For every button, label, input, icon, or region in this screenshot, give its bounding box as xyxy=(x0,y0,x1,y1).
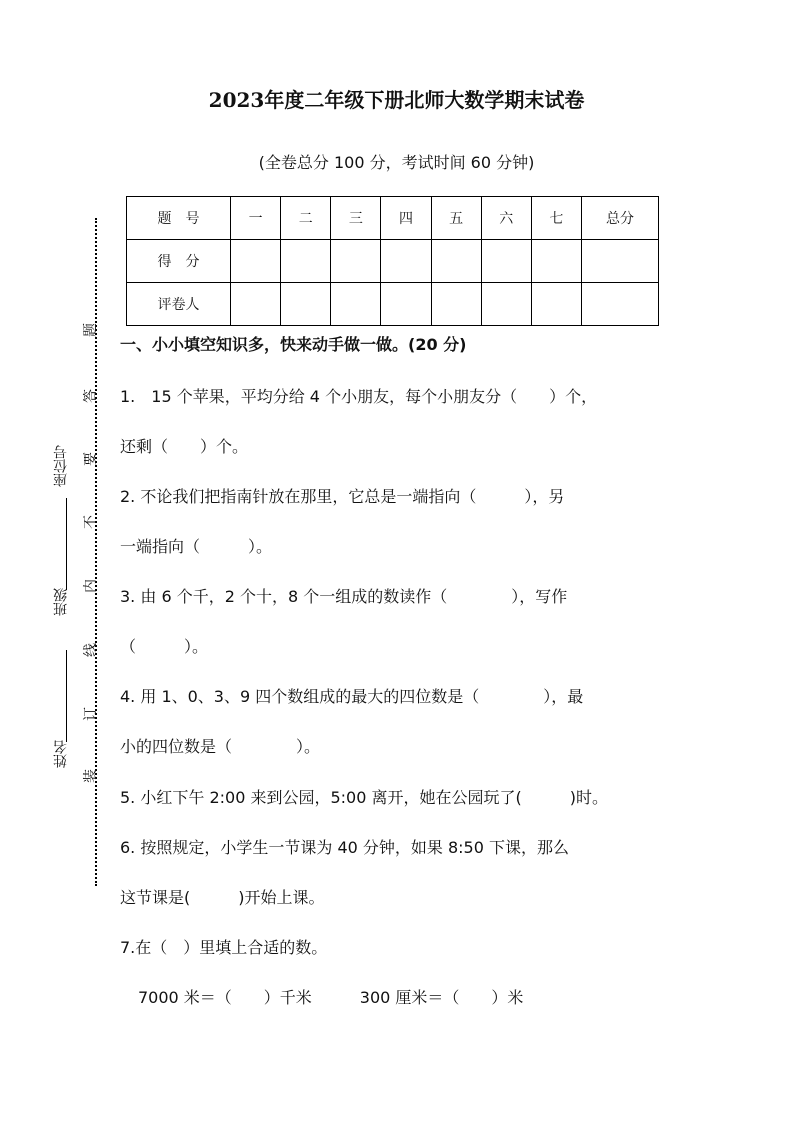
binding-char: 装 xyxy=(83,769,99,783)
grader-cell[interactable] xyxy=(531,283,581,326)
header-cell: 七 xyxy=(531,197,581,240)
grader-cell[interactable] xyxy=(231,283,281,326)
binding-char: 要 xyxy=(83,452,99,466)
class-label: 班级 xyxy=(53,588,69,616)
header-cell: 四 xyxy=(381,197,431,240)
binding-char: 题 xyxy=(83,323,99,337)
section-title: 一、小小填空知识多，快来动手做一做。(20 分) xyxy=(120,335,467,354)
question-line: 6. 按照规定，小学生一节课为 40 分钟，如果 8:50 下课，那么 xyxy=(120,838,569,857)
header-cell: 题 号 xyxy=(127,197,231,240)
score-cell[interactable] xyxy=(331,240,381,283)
header-cell: 一 xyxy=(231,197,281,240)
score-row xyxy=(127,240,659,283)
score-cell[interactable] xyxy=(531,240,581,283)
binding-dotted-line xyxy=(95,218,97,886)
grader-row xyxy=(127,283,659,326)
score-table xyxy=(126,196,659,326)
exam-info: (全卷总分 100 分，考试时间 60 分钟) xyxy=(258,153,535,172)
row-label-grader: 评卷人 xyxy=(127,283,231,326)
seat-blank[interactable] xyxy=(66,498,67,590)
grader-cell[interactable] xyxy=(582,283,659,326)
grader-cell[interactable] xyxy=(381,283,431,326)
header-cell: 六 xyxy=(481,197,531,240)
header-cell: 五 xyxy=(431,197,481,240)
grader-cell[interactable] xyxy=(281,283,331,326)
score-cell[interactable] xyxy=(281,240,331,283)
row-label-score: 得 分 xyxy=(127,240,231,283)
header-cell: 三 xyxy=(331,197,381,240)
score-cell[interactable] xyxy=(481,240,531,283)
question-line: 2. 不论我们把指南针放在那里，它总是一端指向（ ），另 xyxy=(120,487,565,506)
question-line: 7.在（ ）里填上合适的数。 xyxy=(120,938,328,957)
name-label: 姓名 xyxy=(53,740,69,768)
question-line: 还剩（ ）个。 xyxy=(120,437,249,456)
score-table-header-row xyxy=(127,197,659,240)
grader-cell[interactable] xyxy=(331,283,381,326)
binding-char: 订 xyxy=(83,707,99,721)
grader-cell[interactable] xyxy=(431,283,481,326)
question-line: （ ）。 xyxy=(120,637,209,656)
question-line: 1. 15 个苹果，平均分给 4 个小朋友，每个小朋友分（ ）个， xyxy=(120,387,598,406)
class-blank[interactable] xyxy=(66,650,67,742)
score-cell[interactable] xyxy=(582,240,659,283)
question-line: 小的四位数是（ ）。 xyxy=(120,737,321,756)
unit-conversion-line: 7000 米＝（ ）千米 300 厘米＝（ ）米 xyxy=(138,988,524,1007)
binding-char: 线 xyxy=(83,643,99,657)
seat-label: 座位号 xyxy=(53,445,69,487)
binding-char: 内 xyxy=(83,579,99,593)
question-line: 4. 用 1、0、3、9 四个数组成的最大的四位数是（ ），最 xyxy=(120,687,584,706)
question-line: 一端指向（ ）。 xyxy=(120,537,273,556)
header-cell: 二 xyxy=(281,197,331,240)
header-cell: 总分 xyxy=(582,197,659,240)
binding-char: 答 xyxy=(83,389,99,403)
question-line: 这节课是( )开始上课。 xyxy=(120,888,325,907)
score-cell[interactable] xyxy=(231,240,281,283)
question-line: 5. 小红下午 2:00 来到公园，5:00 离开，她在公园玩了( )时。 xyxy=(120,788,608,807)
page-title: 2023年度二年级下册北师大数学期末试卷 xyxy=(208,88,585,112)
score-cell[interactable] xyxy=(381,240,431,283)
question-line: 3. 由 6 个千，2 个十，8 个一组成的数读作（ ），写作 xyxy=(120,587,568,606)
grader-cell[interactable] xyxy=(481,283,531,326)
binding-char: 不 xyxy=(83,515,99,529)
score-cell[interactable] xyxy=(431,240,481,283)
